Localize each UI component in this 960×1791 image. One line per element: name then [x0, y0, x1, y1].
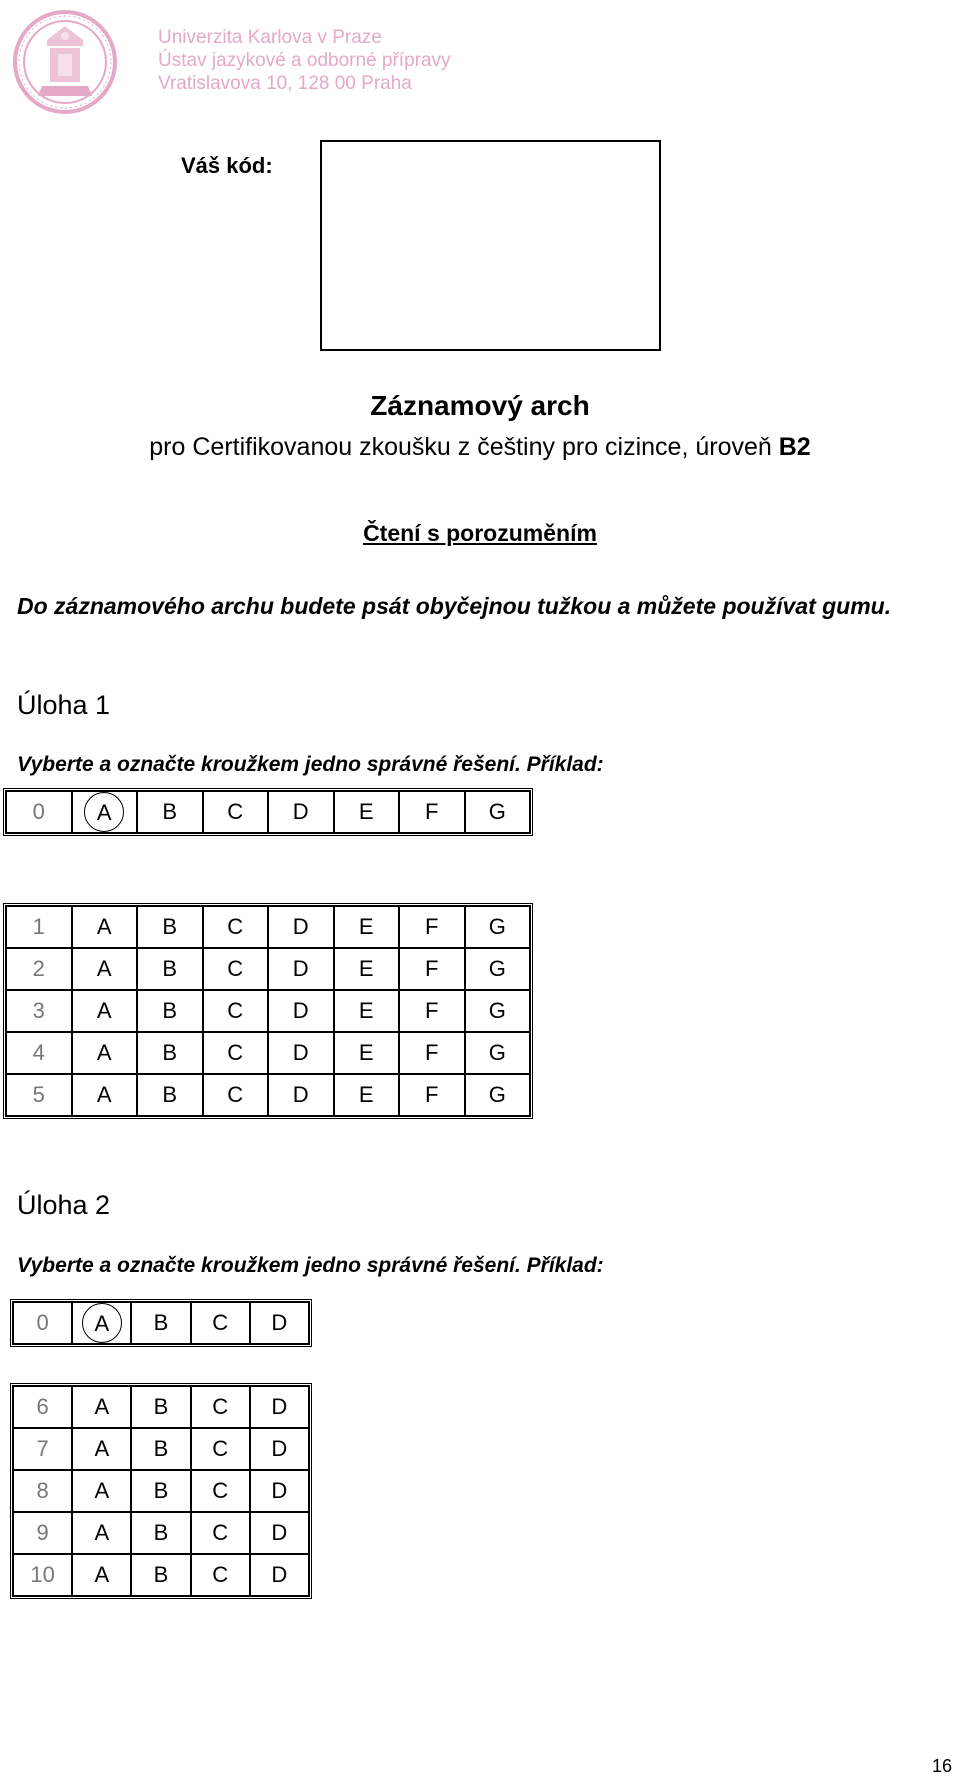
answer-row: [6, 906, 530, 948]
task1-description: Vyberte a označte kroužkem jedno správné řešení. Příklad:: [17, 753, 604, 776]
example-row: [6, 791, 530, 833]
option-cell[interactable]: B: [137, 1032, 203, 1074]
question-number: 10: [13, 1554, 72, 1596]
option-cell[interactable]: A: [72, 1032, 138, 1074]
option-cell[interactable]: G: [465, 948, 531, 990]
option-cell[interactable]: D: [250, 1554, 309, 1596]
option-cell[interactable]: C: [191, 1428, 250, 1470]
option-cell[interactable]: C: [203, 990, 269, 1032]
question-number: 7: [13, 1428, 72, 1470]
option-cell[interactable]: C: [203, 1032, 269, 1074]
code-input-box[interactable]: [320, 140, 661, 351]
option-cell[interactable]: C: [191, 1470, 250, 1512]
option-cell[interactable]: D: [268, 990, 334, 1032]
university-seal-icon: [12, 6, 118, 118]
example-number: 0: [6, 791, 72, 833]
option-cell[interactable]: F: [399, 791, 465, 833]
example-row: [13, 1302, 309, 1344]
option-cell[interactable]: D: [250, 1302, 309, 1344]
option-cell[interactable]: A: [72, 948, 138, 990]
option-cell[interactable]: A: [72, 1386, 131, 1428]
option-cell[interactable]: E: [334, 1032, 400, 1074]
option-cell[interactable]: B: [131, 1302, 190, 1344]
page-number: 16: [931, 1756, 952, 1776]
option-cell[interactable]: E: [334, 948, 400, 990]
answer-row: [6, 1074, 530, 1116]
option-cell[interactable]: A: [72, 1554, 131, 1596]
question-number: 3: [6, 990, 72, 1032]
option-cell[interactable]: B: [131, 1512, 190, 1554]
option-cell[interactable]: D: [250, 1428, 309, 1470]
option-cell[interactable]: E: [334, 990, 400, 1032]
institution-name: Univerzita Karlova v Praze: [158, 27, 382, 48]
code-label: Váš kód:: [181, 153, 273, 178]
answer-row: [13, 1386, 309, 1428]
option-cell[interactable]: D: [250, 1470, 309, 1512]
answer-row: [13, 1470, 309, 1512]
option-cell[interactable]: A: [72, 1512, 131, 1554]
option-cell[interactable]: B: [137, 906, 203, 948]
option-cell[interactable]: E: [334, 906, 400, 948]
task2-answer-table: [10, 1383, 312, 1599]
option-cell[interactable]: A: [72, 1470, 131, 1512]
option-cell[interactable]: D: [268, 1032, 334, 1074]
task2-description: Vyberte a označte kroužkem jedno správné řešení. Příklad:: [17, 1254, 604, 1277]
instructions-text: Do záznamového archu budete psát obyčejnou tužkou a můžete používat gumu.: [17, 593, 892, 619]
option-cell[interactable]: G: [465, 990, 531, 1032]
option-cell[interactable]: C: [203, 791, 269, 833]
task2-example-table: [10, 1299, 312, 1347]
question-number: 5: [6, 1074, 72, 1116]
institution-address: [158, 26, 451, 95]
option-cell[interactable]: A: [72, 1428, 131, 1470]
answer-row: [6, 948, 530, 990]
option-cell[interactable]: D: [268, 906, 334, 948]
option-cell[interactable]: C: [203, 1074, 269, 1116]
option-cell[interactable]: F: [399, 990, 465, 1032]
option-cell[interactable]: D: [268, 791, 334, 833]
option-cell[interactable]: A: [72, 906, 138, 948]
option-cell[interactable]: E: [334, 1074, 400, 1116]
option-cell[interactable]: D: [250, 1386, 309, 1428]
option-cell[interactable]: B: [137, 1074, 203, 1116]
question-number: 1: [6, 906, 72, 948]
option-cell[interactable]: G: [465, 1074, 531, 1116]
option-cell[interactable]: B: [137, 791, 203, 833]
option-cell[interactable]: G: [465, 791, 531, 833]
question-number: 4: [6, 1032, 72, 1074]
option-cell[interactable]: D: [250, 1512, 309, 1554]
option-cell[interactable]: D: [268, 1074, 334, 1116]
option-cell[interactable]: F: [399, 1032, 465, 1074]
option-cell[interactable]: G: [465, 1032, 531, 1074]
option-cell[interactable]: B: [131, 1386, 190, 1428]
answer-row: [6, 1032, 530, 1074]
circled-option: A: [84, 792, 124, 832]
question-number: 9: [13, 1512, 72, 1554]
option-cell[interactable]: B: [137, 990, 203, 1032]
task1-answer-table: [3, 903, 533, 1119]
option-cell[interactable]: C: [203, 948, 269, 990]
question-number: 2: [6, 948, 72, 990]
institution-street: Vratislavova 10, 128 00 Praha: [158, 73, 412, 94]
question-number: 8: [13, 1470, 72, 1512]
answer-row: [13, 1554, 309, 1596]
option-cell[interactable]: C: [191, 1386, 250, 1428]
option-cell[interactable]: C: [191, 1554, 250, 1596]
option-cell[interactable]: F: [399, 1074, 465, 1116]
example-number: 0: [13, 1302, 72, 1344]
task2-heading: Úloha 2: [17, 1190, 111, 1220]
option-cell[interactable]: A: [72, 990, 138, 1032]
option-cell[interactable]: B: [131, 1554, 190, 1596]
option-cell[interactable]: F: [399, 948, 465, 990]
answer-row: [6, 990, 530, 1032]
option-cell[interactable]: [72, 791, 138, 833]
subtitle-text: pro Certifikovanou zkoušku z češtiny pro cizince, úroveň: [149, 433, 779, 461]
option-cell[interactable]: B: [137, 948, 203, 990]
page-title: Záznamový arch: [370, 390, 590, 421]
option-cell[interactable]: F: [399, 906, 465, 948]
option-cell[interactable]: B: [131, 1428, 190, 1470]
option-cell[interactable]: E: [334, 791, 400, 833]
option-cell[interactable]: C: [203, 906, 269, 948]
answer-row: [13, 1428, 309, 1470]
page-subtitle: [0, 433, 960, 462]
subtitle-level: B2: [778, 433, 811, 461]
task1-example-table: [3, 788, 533, 836]
circled-option: A: [82, 1303, 122, 1343]
option-cell[interactable]: A: [72, 1074, 138, 1116]
task1-heading: Úloha 1: [17, 690, 111, 720]
section-heading: Čtení s porozuměním: [363, 520, 597, 546]
option-cell[interactable]: D: [268, 948, 334, 990]
option-cell[interactable]: C: [191, 1512, 250, 1554]
option-cell[interactable]: [72, 1302, 131, 1344]
institution-department: Ústav jazykové a odborné přípravy: [158, 50, 451, 71]
option-cell[interactable]: C: [191, 1302, 250, 1344]
option-cell[interactable]: G: [465, 906, 531, 948]
answer-row: [13, 1512, 309, 1554]
question-number: 6: [13, 1386, 72, 1428]
option-cell[interactable]: B: [131, 1470, 190, 1512]
